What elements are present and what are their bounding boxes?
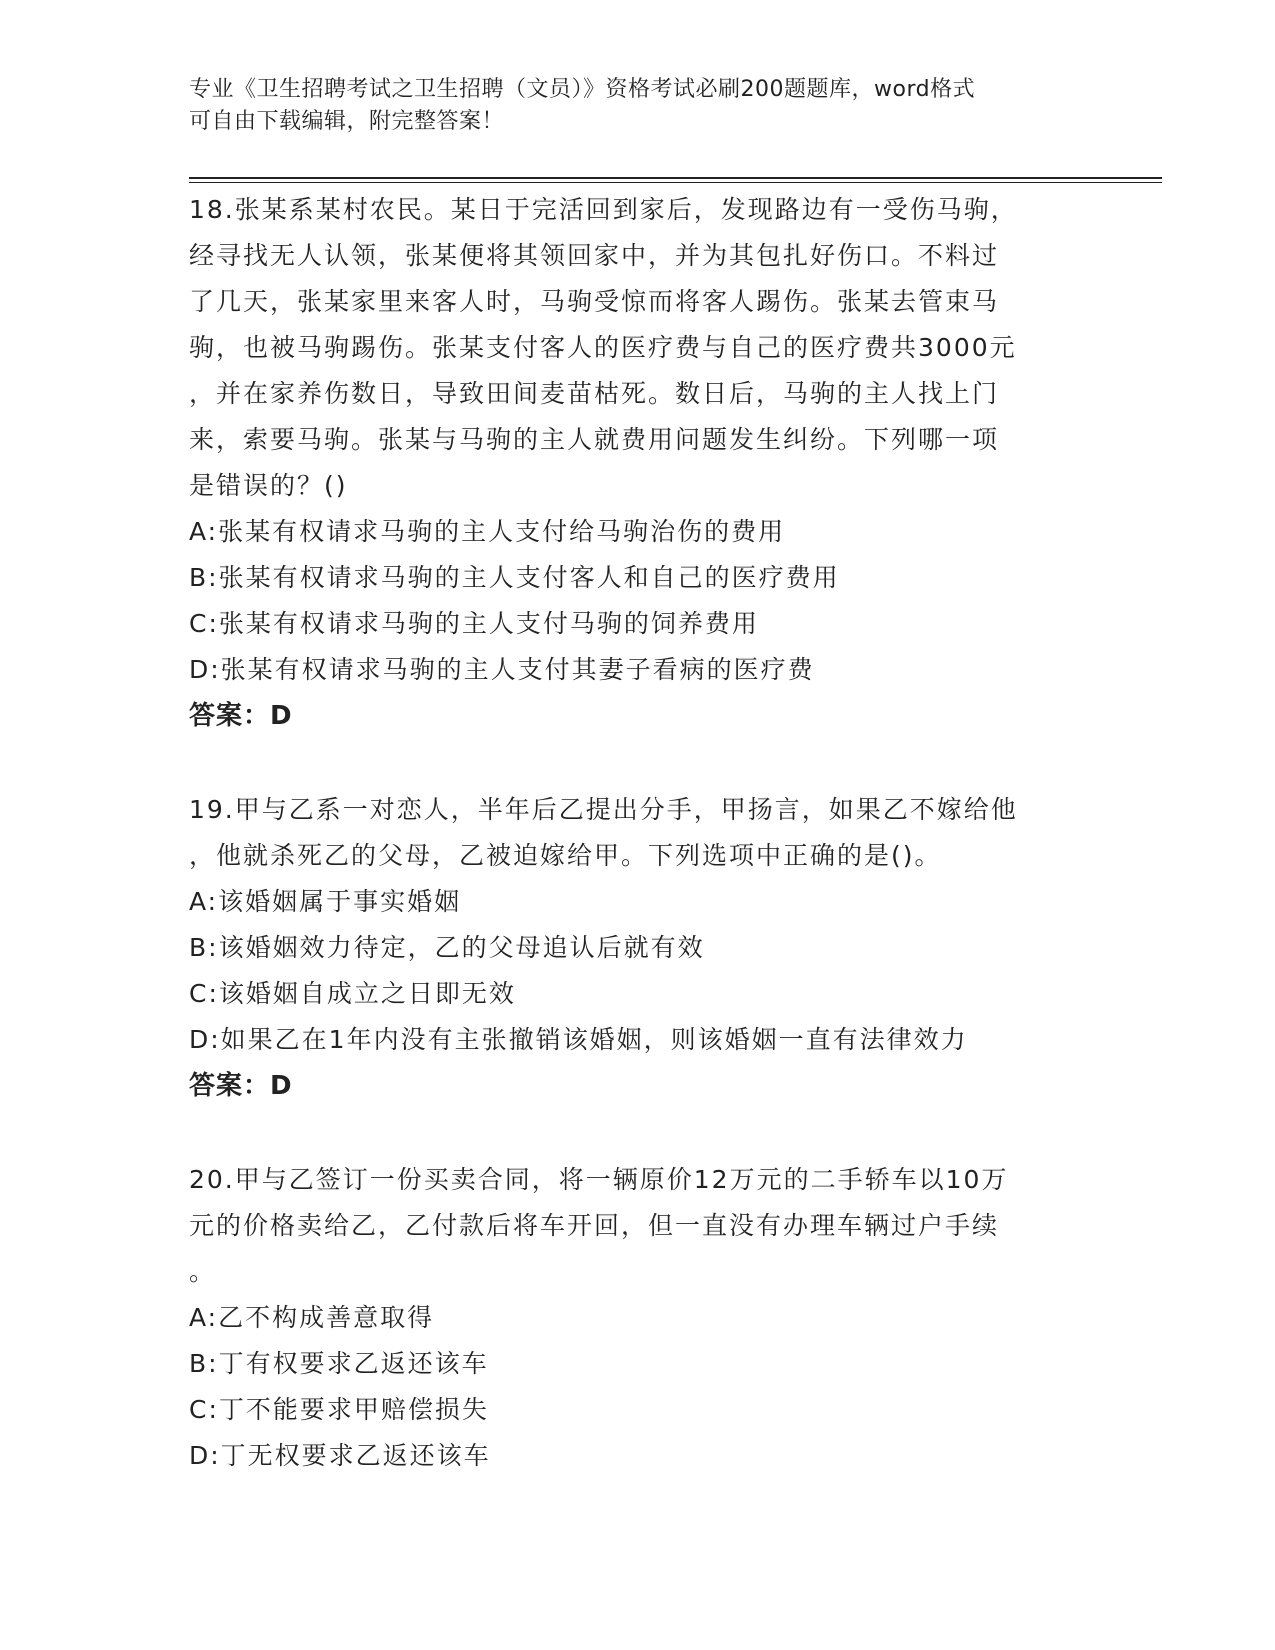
question-stem: 19.甲与乙系一对恋人，半年后乙提出分手，甲扬言，如果乙不嫁给他 ，他就杀死乙的父母，乙被迫嫁给甲。下列选项中正确的是()。 xyxy=(189,795,1018,870)
option-c: C:该婚姻自成立之日即无效 xyxy=(189,979,516,1008)
question-stem: 18.张某系某村农民。某日于完活回到家后，发现路边有一受伤马驹， 经寻找无人认领，张某便将其领回家中，并为其包扎好伤口。不料过 了几天，张某家里来客人时，马驹受惊而将客人踢伤。张某去管束马 驹，也被马驹踢伤。张某支付客人的医疗费与自己的医疗费共3000元 ，并在家养伤数日，导致田间麦苗枯死。数日后，马驹的主人找上门 来，索要马驹。张某与马驹的主人就费用问题发生纠纷。下列哪一项 是错误的？() xyxy=(189,195,1018,500)
option-b: B:丁有权要求乙返还该车 xyxy=(189,1349,489,1378)
answer-label: 答案：D xyxy=(189,1071,293,1101)
option-a: A:该婚姻属于事实婚姻 xyxy=(189,887,462,916)
option-c: C:张某有权请求马驹的主人支付马驹的饲养费用 xyxy=(189,609,759,638)
question-20 xyxy=(189,1157,1079,1479)
question-stem: 20.甲与乙签订一份买卖合同，将一辆原价12万元的二手轿车以10万 元的价格卖给乙，乙付款后将车开回，但一直没有办理车辆过户手续 。 xyxy=(189,1165,1009,1286)
question-18 xyxy=(189,187,1079,739)
question-19 xyxy=(189,787,1079,1109)
option-d: D:张某有权请求马驹的主人支付其妻子看病的医疗费 xyxy=(189,655,815,684)
option-a: A:张某有权请求马驹的主人支付给马驹治伤的费用 xyxy=(189,517,786,546)
header-divider-thin xyxy=(189,182,1162,183)
answer-label: 答案：D xyxy=(189,701,293,731)
option-d: D:丁无权要求乙返还该车 xyxy=(189,1441,491,1470)
option-a: A:乙不构成善意取得 xyxy=(189,1303,435,1332)
option-b: B:张某有权请求马驹的主人支付客人和自己的医疗费用 xyxy=(189,563,840,592)
option-b: B:该婚姻效力待定，乙的父母追认后就有效 xyxy=(189,933,705,962)
question-list xyxy=(189,187,1079,1527)
option-c: C:丁不能要求甲赔偿损失 xyxy=(189,1395,489,1424)
option-d: D:如果乙在1年内没有主张撤销该婚姻，则该婚姻一直有法律效力 xyxy=(189,1025,968,1054)
document-header: 专业《卫生招聘考试之卫生招聘（文员）》资格考试必刷200题题库，word格式 可自由下载编辑，附完整答案！ xyxy=(189,77,976,134)
header-divider-thick xyxy=(189,177,1162,179)
